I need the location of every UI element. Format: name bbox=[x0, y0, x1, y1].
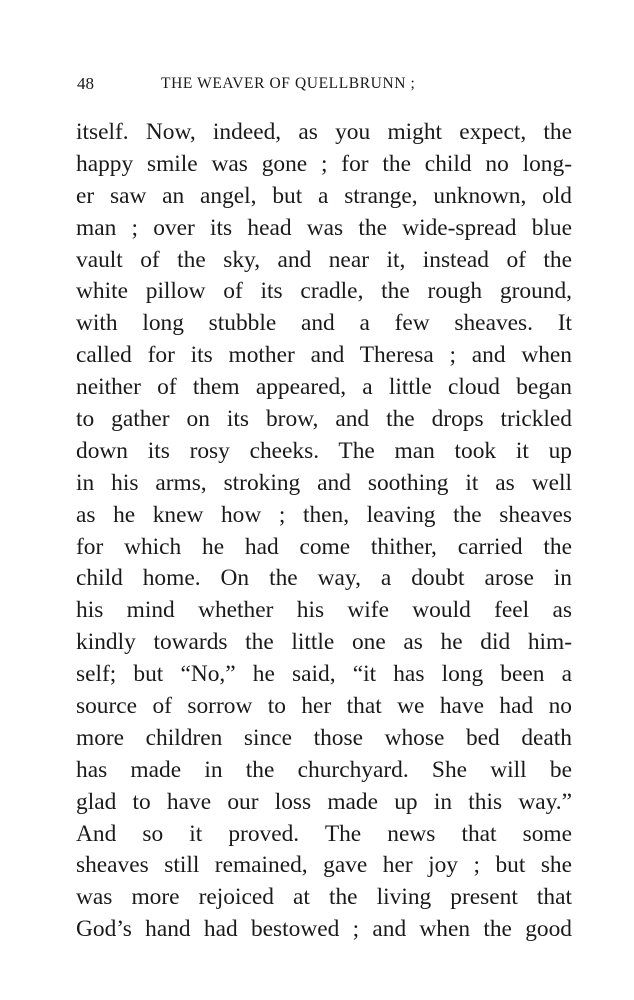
text-line: neither of them appeared, a little cloud began bbox=[76, 374, 572, 401]
running-head: THE WEAVER OF QUELLBRUNN ; bbox=[161, 75, 416, 92]
text-line: vault of the sky, and near it, instead of the bbox=[76, 246, 572, 273]
text-line: child home. On the way, a doubt arose in bbox=[76, 565, 572, 592]
page-number: 48 bbox=[77, 74, 94, 93]
text-line: to gather on its brow, and the drops trickled bbox=[76, 406, 572, 433]
text-line: in his arms, stroking and soothing it as well bbox=[76, 469, 572, 496]
text-line: source of sorrow to her that we have had no bbox=[76, 693, 572, 720]
text-line: for which he had come thither, carried the bbox=[76, 533, 572, 560]
body-text bbox=[76, 117, 572, 946]
text-line: was more rejoiced at the living present that bbox=[76, 884, 572, 911]
text-line: kindly towards the little one as he did him- bbox=[76, 629, 572, 656]
text-line: sheaves still remained, gave her joy ; but she bbox=[76, 852, 572, 879]
text-line: as he knew how ; then, leaving the sheaves bbox=[76, 501, 572, 528]
text-line: self; but “No,” he said, “it has long been a bbox=[76, 661, 572, 688]
page-header bbox=[77, 74, 577, 104]
text-line: er saw an angel, but a strange, unknown, old bbox=[76, 182, 572, 209]
text-line: happy smile was gone ; for the child no long- bbox=[76, 150, 572, 177]
text-line: has made in the churchyard. She will be bbox=[76, 756, 572, 783]
text-line: And so it proved. The news that some bbox=[76, 820, 572, 847]
text-line: down its rosy cheeks. The man took it up bbox=[76, 437, 572, 464]
text-line: itself. Now, indeed, as you might expect, the bbox=[76, 119, 572, 145]
text-line: glad to have our loss made up in this way.” bbox=[76, 788, 572, 815]
text-line: white pillow of its cradle, the rough ground, bbox=[76, 278, 572, 305]
text-line: with long stubble and a few sheaves. It bbox=[76, 310, 572, 337]
text-line: man ; over its head was the wide-spread blue bbox=[76, 214, 572, 241]
text-line: God’s hand had bestowed ; and when the good bbox=[76, 916, 572, 943]
text-line: more children since those whose bed death bbox=[76, 724, 572, 751]
text-line: called for its mother and Theresa ; and when bbox=[76, 342, 572, 369]
text-line: his mind whether his wife would feel as bbox=[76, 597, 572, 624]
